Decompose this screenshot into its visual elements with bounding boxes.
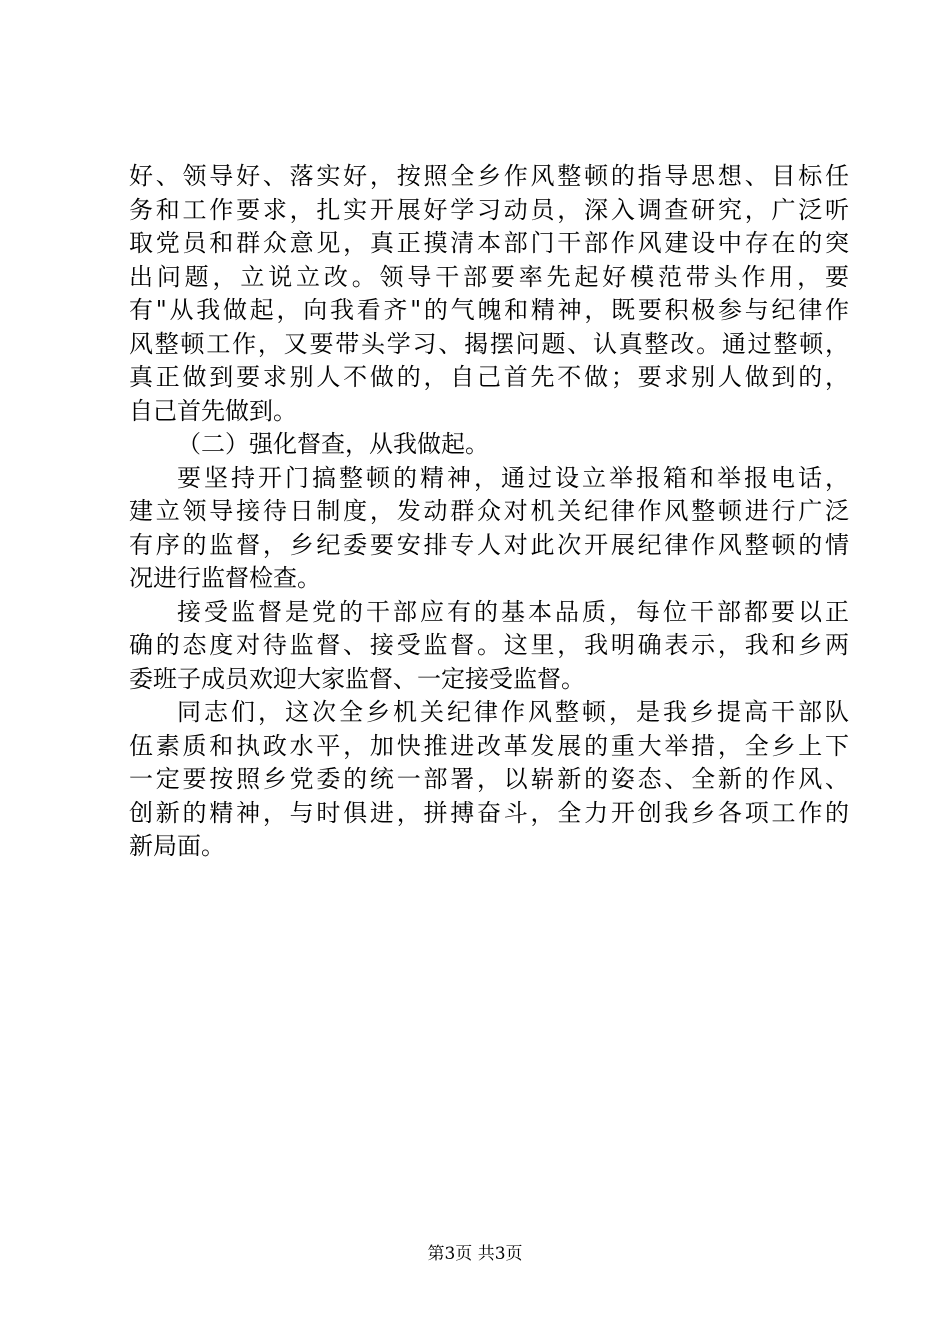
- text-line: 要坚持开门搞整顿的精神，通过设立举报箱和举报电话，: [177, 463, 849, 492]
- text-line: 新局面。: [129, 832, 225, 860]
- text-line: 确的态度对待监督、接受监督。这里，我明确表示，我和乡两: [129, 631, 849, 659]
- text-line: 有"从我做起，向我看齐"的气魄和精神，既要积极参与纪律作: [129, 296, 849, 324]
- text-line: 好、领导好、落实好，按照全乡作风整顿的指导思想、目标任: [129, 162, 849, 190]
- text-line: 出问题，立说立改。领导干部要率先起好模范带头作用，要: [129, 262, 849, 291]
- text-line: 务和工作要求，扎实开展好学习动员，深入调查研究，广泛听: [129, 195, 849, 224]
- text-line: 创新的精神，与时俱进，拼搏奋斗，全力开创我乡各项工作的: [129, 798, 849, 827]
- text-line: 有序的监督，乡纪委要安排专人对此次开展纪律作风整顿的情: [129, 530, 849, 559]
- text-line: 委班子成员欢迎大家监督、一定接受监督。: [129, 664, 585, 693]
- text-line: 真正做到要求别人不做的，自己首先不做；要求别人做到的，: [129, 363, 849, 391]
- text-line: 取党员和群众意见，真正摸清本部门干部作风建设中存在的突: [129, 229, 849, 257]
- text-line: 风整顿工作，又要带头学习、揭摆问题、认真整改。通过整顿，: [129, 329, 849, 358]
- text-line: 同志们，这次全乡机关纪律作风整顿，是我乡提高干部队: [177, 698, 849, 726]
- document-body: [129, 160, 849, 864]
- text-line: 建立领导接待日制度，发动群众对机关纪律作风整顿进行广泛: [129, 497, 849, 525]
- text-line: 接受监督是党的干部应有的基本品质，每位干部都要以正: [177, 597, 849, 626]
- text-line: 伍素质和执政水平，加快推进改革发展的重大举措，全乡上下: [129, 731, 849, 760]
- text-line: 自己首先做到。: [129, 396, 297, 425]
- page-number-footer: 第3页 共3页: [427, 1244, 523, 1264]
- section-heading: （二）强化督查，从我做起。: [177, 430, 489, 458]
- text-line: 况进行监督检查。: [129, 564, 321, 592]
- text-line: 一定要按照乡党委的统一部署，以崭新的姿态、全新的作风、: [129, 765, 849, 793]
